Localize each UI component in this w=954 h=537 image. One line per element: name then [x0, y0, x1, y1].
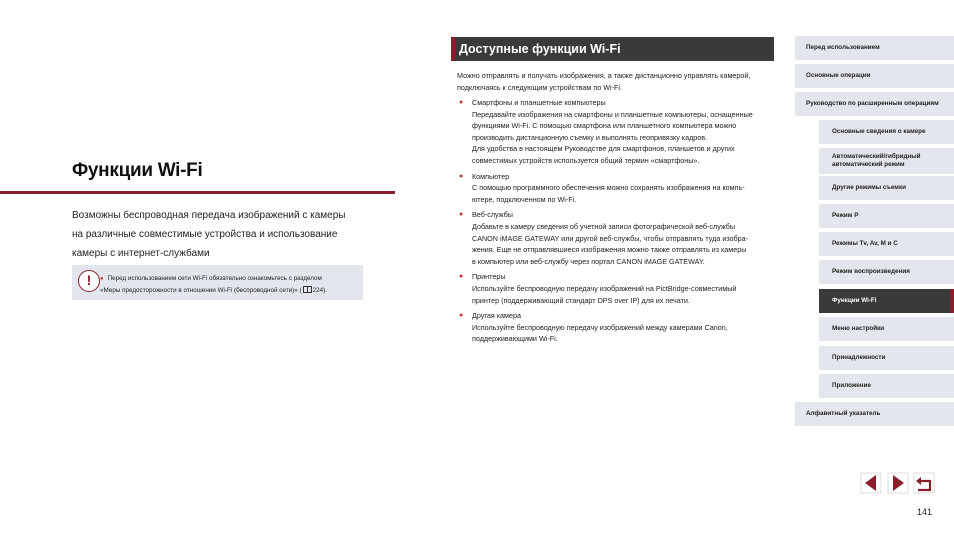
- page-reference-link[interactable]: 224: [312, 287, 324, 294]
- caution-note-text: [100, 273, 362, 296]
- feature-desc-line: совместимых устройств используется общий термин «смартфоны».: [472, 155, 700, 165]
- bullet-icon: ●: [459, 99, 464, 106]
- intro-text: [72, 206, 372, 263]
- feature-item-web-services: [459, 209, 779, 267]
- feature-title: Другая камера: [472, 311, 521, 321]
- bullet-icon: ●: [459, 172, 464, 180]
- prev-page-icon[interactable]: [860, 472, 882, 494]
- feature-desc-line: С помощью программного обеспечения можно сохранять изображения на компь-: [472, 183, 745, 193]
- nav-item-playback-mode[interactable]: Режим воспроизведения: [819, 260, 954, 284]
- feature-desc-line: в компьютер или веб-службу через портал CANON iMAGE GATEWAY.: [472, 256, 705, 266]
- page-number: 141: [917, 507, 933, 517]
- feature-title: Компьютер: [472, 171, 510, 181]
- note-line: Перед использованием сети Wi-Fi обязательно ознакомьтесь с разделом: [107, 275, 322, 282]
- feature-item-other-camera: [459, 310, 779, 345]
- nav-item-index[interactable]: Алфавитный указатель: [795, 402, 954, 426]
- section-intro-line: подключаясь к следующим устройствам по Wi-Fi.: [457, 82, 622, 92]
- nav-item-tv-av-m-c-modes[interactable]: Режимы Tv, Av, M и C: [819, 232, 954, 256]
- feature-desc-line: принтер (поддерживающий стандарт DPS over IP) для их печати.: [472, 295, 690, 305]
- bullet-icon: ●: [459, 312, 464, 320]
- nav-item-basic-operations[interactable]: Основные операции: [795, 64, 954, 88]
- nav-item-advanced-guide[interactable]: Руководство по расширенным операциям: [795, 92, 954, 116]
- title-divider: [0, 191, 395, 194]
- section-intro: [457, 70, 777, 93]
- feature-desc-line: производить дистанционную съемку и выполнять геопривязку кадров.: [472, 132, 708, 142]
- next-page-icon[interactable]: [887, 472, 909, 494]
- feature-desc-line: поддерживающими Wi-Fi.: [472, 334, 558, 344]
- bullet-icon: ●: [459, 211, 464, 219]
- intro-line: Возможны беспроводная передача изображений с камеры: [72, 210, 346, 221]
- feature-desc-line: Передавайте изображения на смартфоны и планшетные компьютеры, оснащенные: [472, 109, 753, 119]
- return-icon[interactable]: [913, 472, 935, 494]
- section-header: Доступные функции Wi-Fi: [451, 37, 774, 61]
- note-line: «Меры предосторожности в отношении Wi-Fi (беспроводной сети)» (: [100, 287, 302, 294]
- intro-line: камеры с интернет-службами: [72, 248, 210, 259]
- feature-item-smartphones: [459, 97, 779, 167]
- feature-item-printers: [459, 271, 779, 306]
- feature-desc-line: Добавьте в камеру сведения об учетной записи фотографической веб-службы: [472, 221, 736, 231]
- caution-note: [72, 265, 363, 300]
- feature-desc-line: Используйте беспроводную передачу изображений между камерами Canon,: [472, 322, 728, 332]
- page-title: Функции Wi-Fi: [72, 160, 203, 181]
- nav-item-accessories[interactable]: Принадлежности: [819, 346, 954, 370]
- page-navigation-buttons: [860, 472, 936, 494]
- bullet-icon: ●: [459, 273, 464, 281]
- note-line: ).: [323, 287, 327, 294]
- feature-list: [459, 97, 779, 349]
- caution-icon: !: [78, 270, 100, 292]
- feature-desc-line: ютере, подключенном по Wi-Fi.: [472, 194, 577, 204]
- feature-title: Принтеры: [472, 272, 506, 282]
- chapter-navigation: [795, 0, 954, 430]
- feature-desc-line: функциями Wi-Fi. С помощью смартфона или планшетного компьютера можно: [472, 121, 737, 131]
- nav-item-wifi-functions[interactable]: Функции Wi-Fi: [819, 289, 954, 313]
- intro-line: на различные совместимые устройства и использование: [72, 229, 338, 240]
- nav-item-camera-basics[interactable]: Основные сведения о камере: [819, 120, 954, 144]
- feature-desc-line: Для удобства в настоящем Руководстве для смартфонов, планшетов и других: [472, 144, 735, 154]
- section-intro-line: Можно отправлять и получать изображения, а также дистанционно управлять камерой,: [457, 71, 751, 80]
- feature-title: Веб-службы: [472, 210, 513, 220]
- nav-item-other-shooting-modes[interactable]: Другие режимы съемки: [819, 176, 954, 200]
- nav-item-before-use[interactable]: Перед использованием: [795, 36, 954, 60]
- nav-item-appendix[interactable]: Приложение: [819, 374, 954, 398]
- feature-desc-line: CANON iMAGE GATEWAY или другой веб-службы, чтобы отправлять туда изобра-: [472, 233, 749, 243]
- book-reference-icon: [303, 286, 312, 293]
- feature-item-computer: [459, 171, 779, 206]
- bullet-icon: ●: [100, 276, 104, 282]
- nav-item-p-mode[interactable]: Режим P: [819, 204, 954, 228]
- nav-item-setting-menu[interactable]: Меню настройки: [819, 317, 954, 341]
- nav-item-auto-mode[interactable]: Автоматический/гибридный автоматический режим: [819, 148, 954, 174]
- feature-title: Смартфоны и планшетные компьютеры: [472, 98, 606, 107]
- feature-desc-line: жения. Еще не отправлявшиеся изображения можно также отправлять из камеры: [472, 245, 747, 255]
- feature-desc-line: Используйте беспроводную передачу изображений на PictBridge-совместимый: [472, 283, 737, 293]
